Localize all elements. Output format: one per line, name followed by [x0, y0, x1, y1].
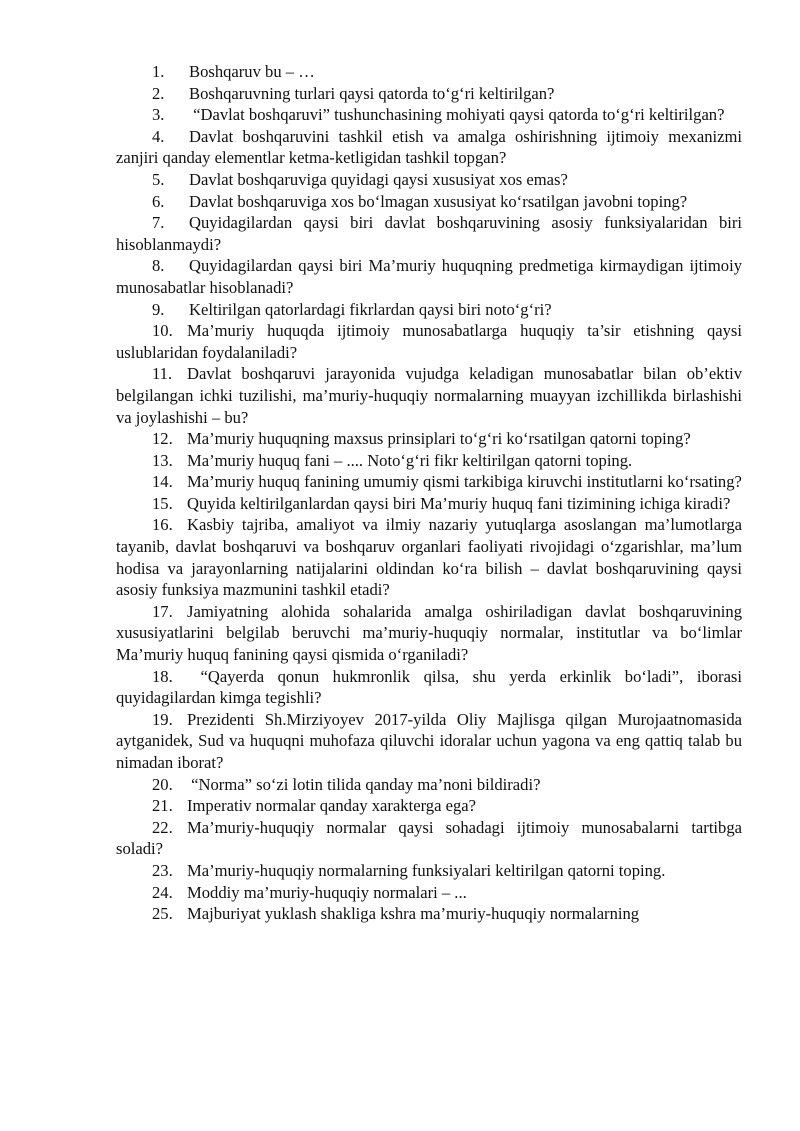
question-item [116, 299, 742, 321]
question-number: 1. [152, 62, 165, 81]
question-number: 19. [152, 709, 173, 729]
question-text: Keltirilgan qatorlardagi fikrlardan qaysi biri noto‘g‘ri? [189, 299, 552, 319]
question-item [116, 514, 742, 600]
question-item [116, 191, 742, 213]
question-number: 5. [152, 169, 165, 189]
question-number: 24. [152, 882, 173, 902]
question-item [116, 709, 742, 774]
question-item [116, 795, 742, 817]
question-text: Davlat boshqaruviga quyidagi qaysi xususiyat xos emas? [189, 169, 568, 189]
question-number: 23. [152, 860, 173, 880]
question-number: 10. [152, 321, 173, 341]
question-number: 2. [152, 83, 165, 103]
question-number: 20. [152, 774, 173, 794]
question-item [116, 126, 742, 169]
question-text: Ma’muriy huquqning maxsus prinsiplari to‘g‘ri ko‘rsatilgan qatorni toping? [187, 429, 691, 449]
question-text: Jamiyatning alohida sohalarida amalga oshiriladigan davlat boshqaruvining xususiyatlarini belgilab beruvchi ma’muriy-huquqiy normalar, institutlar va bo‘limlar Ma’muriy huquq fanining qaysi qismida o‘rganiladi? [116, 601, 742, 665]
question-number: 18. [152, 666, 173, 686]
question-text: Quyida keltirilganlardan qaysi biri Ma’muriy huquq fani tizimining ichiga kiradi? [187, 493, 731, 513]
question-item [116, 61, 742, 83]
question-number: 3. [152, 105, 165, 125]
question-item [116, 601, 742, 666]
question-number: 7. [152, 213, 165, 233]
question-text: “Davlat boshqaruvi” tushunchasining mohiyati qaysi qatorda to‘g‘ri keltirilgan? [189, 105, 725, 125]
question-item [116, 363, 742, 428]
question-item [116, 320, 742, 363]
question-text: Ma’muriy-huquqiy normalarning funksiyalari keltirilgan qatorni toping. [187, 860, 666, 880]
question-text: Ma’muriy huquq fani – .... Noto‘g‘ri fikr keltirilgan qatorni toping. [187, 450, 633, 470]
document-page [116, 61, 742, 925]
question-text: “Norma” so‘zi lotin tilida qanday ma’noni bildiradi? [187, 774, 541, 794]
question-text: Majburiyat yuklash shakliga kshra ma’muriy-huquqiy normalarning [187, 904, 640, 924]
question-text: Quyidagilardan qaysi biri Ma’muriy huquqning predmetiga kirmaydigan ijtimoiy munosabatlar hisoblanadi? [116, 256, 742, 297]
question-text: Davlat boshqaruviga xos bo‘lmagan xususiyat ko‘rsatilgan javobni toping? [189, 191, 688, 211]
question-number: 4. [152, 126, 165, 146]
question-number: 14. [152, 472, 173, 492]
question-text: Davlat boshqaruvini tashkil etish va amalga oshirishning ijtimoiy mexanizmi zanjiri qanday elementlar ketma-ketligidan tashkil topgan? [116, 126, 742, 168]
question-number: 13. [152, 450, 173, 470]
question-item [116, 450, 742, 472]
question-item [116, 493, 742, 515]
question-item [116, 255, 742, 298]
question-text: Imperativ normalar qanday xarakterga ega? [187, 796, 477, 816]
question-text: Kasbiy tajriba, amaliyot va ilmiy nazariy yutuqlarga asoslangan ma’lumotlarga tayanib, davlat boshqaruvi va boshqaruv organlari faoliyati rivojidagi o‘zgarishlar, ma’lum hodisa va jarayonlarning natijalarini oldindan ko‘ra bilish – davlat boshqaruvining qaysi asosiy funksiya mazmunini tashkil etadi? [116, 515, 742, 600]
question-number: 25. [152, 904, 173, 924]
question-text: “Qayerda qonun hukmronlik qilsa, shu yerda erkinlik bo‘ladi”, iborasi quyidagilardan kimga tegishli? [116, 666, 742, 708]
question-item [116, 666, 742, 709]
question-number: 11. [152, 364, 173, 384]
question-number: 22. [152, 817, 173, 837]
question-number: 16. [152, 515, 173, 535]
question-number: 21. [152, 796, 173, 816]
question-text: Prezidenti Sh.Mirziyoyev 2017-yilda Oliy Majlisga qilgan Murojaatnomasida aytganidek, Sud va huquqni muhofaza qiluvchi idoralar uchun yagona va eng qattiq talab bu nimadan iborat? [116, 709, 742, 772]
question-item [116, 104, 742, 126]
question-text: Ma’muriy huquq fanining umumiy qismi tarkibiga kiruvchi institutlarni ko‘rsating? [187, 472, 742, 492]
question-number: 12. [152, 429, 173, 449]
question-text: Ma’muriy huquqda ijtimoiy munosabatlarga huquqiy ta’sir etishning qaysi uslublaridan foydalaniladi? [116, 321, 742, 362]
question-item [116, 83, 742, 105]
question-number: 9. [152, 299, 165, 319]
question-item [116, 169, 742, 191]
question-text: Moddiy ma’muriy-huquqiy normalari – ... [187, 882, 467, 902]
question-text: Ma’muriy-huquqiy normalar qaysi sohadagi ijtimoiy munosabalarni tartibga soladi? [116, 817, 742, 859]
question-item [116, 817, 742, 860]
question-number: 15. [152, 493, 173, 513]
question-item [116, 903, 742, 925]
question-item [116, 212, 742, 255]
question-number: 8. [152, 256, 165, 276]
question-text: Davlat boshqaruvi jarayonida vujudga keladigan munosabatlar bilan ob’ektiv belgilangan ichki tuzilishi, ma’muriy-huquqiy normalarning muayyan izchillikda birlashishi va joylashishi – bu? [116, 364, 742, 427]
question-text: Boshqaruv bu – … [189, 62, 315, 81]
question-item [116, 471, 742, 493]
question-item [116, 774, 742, 796]
question-item [116, 860, 742, 882]
question-number: 17. [152, 601, 173, 621]
question-item [116, 428, 742, 450]
question-text: Quyidagilardan qaysi biri davlat boshqaruvining asosiy funksiyalaridan biri hisoblanmaydi? [116, 213, 742, 254]
question-item [116, 882, 742, 904]
question-number: 6. [152, 191, 165, 211]
question-text: Boshqaruvning turlari qaysi qatorda to‘g‘ri keltirilgan? [189, 83, 555, 103]
